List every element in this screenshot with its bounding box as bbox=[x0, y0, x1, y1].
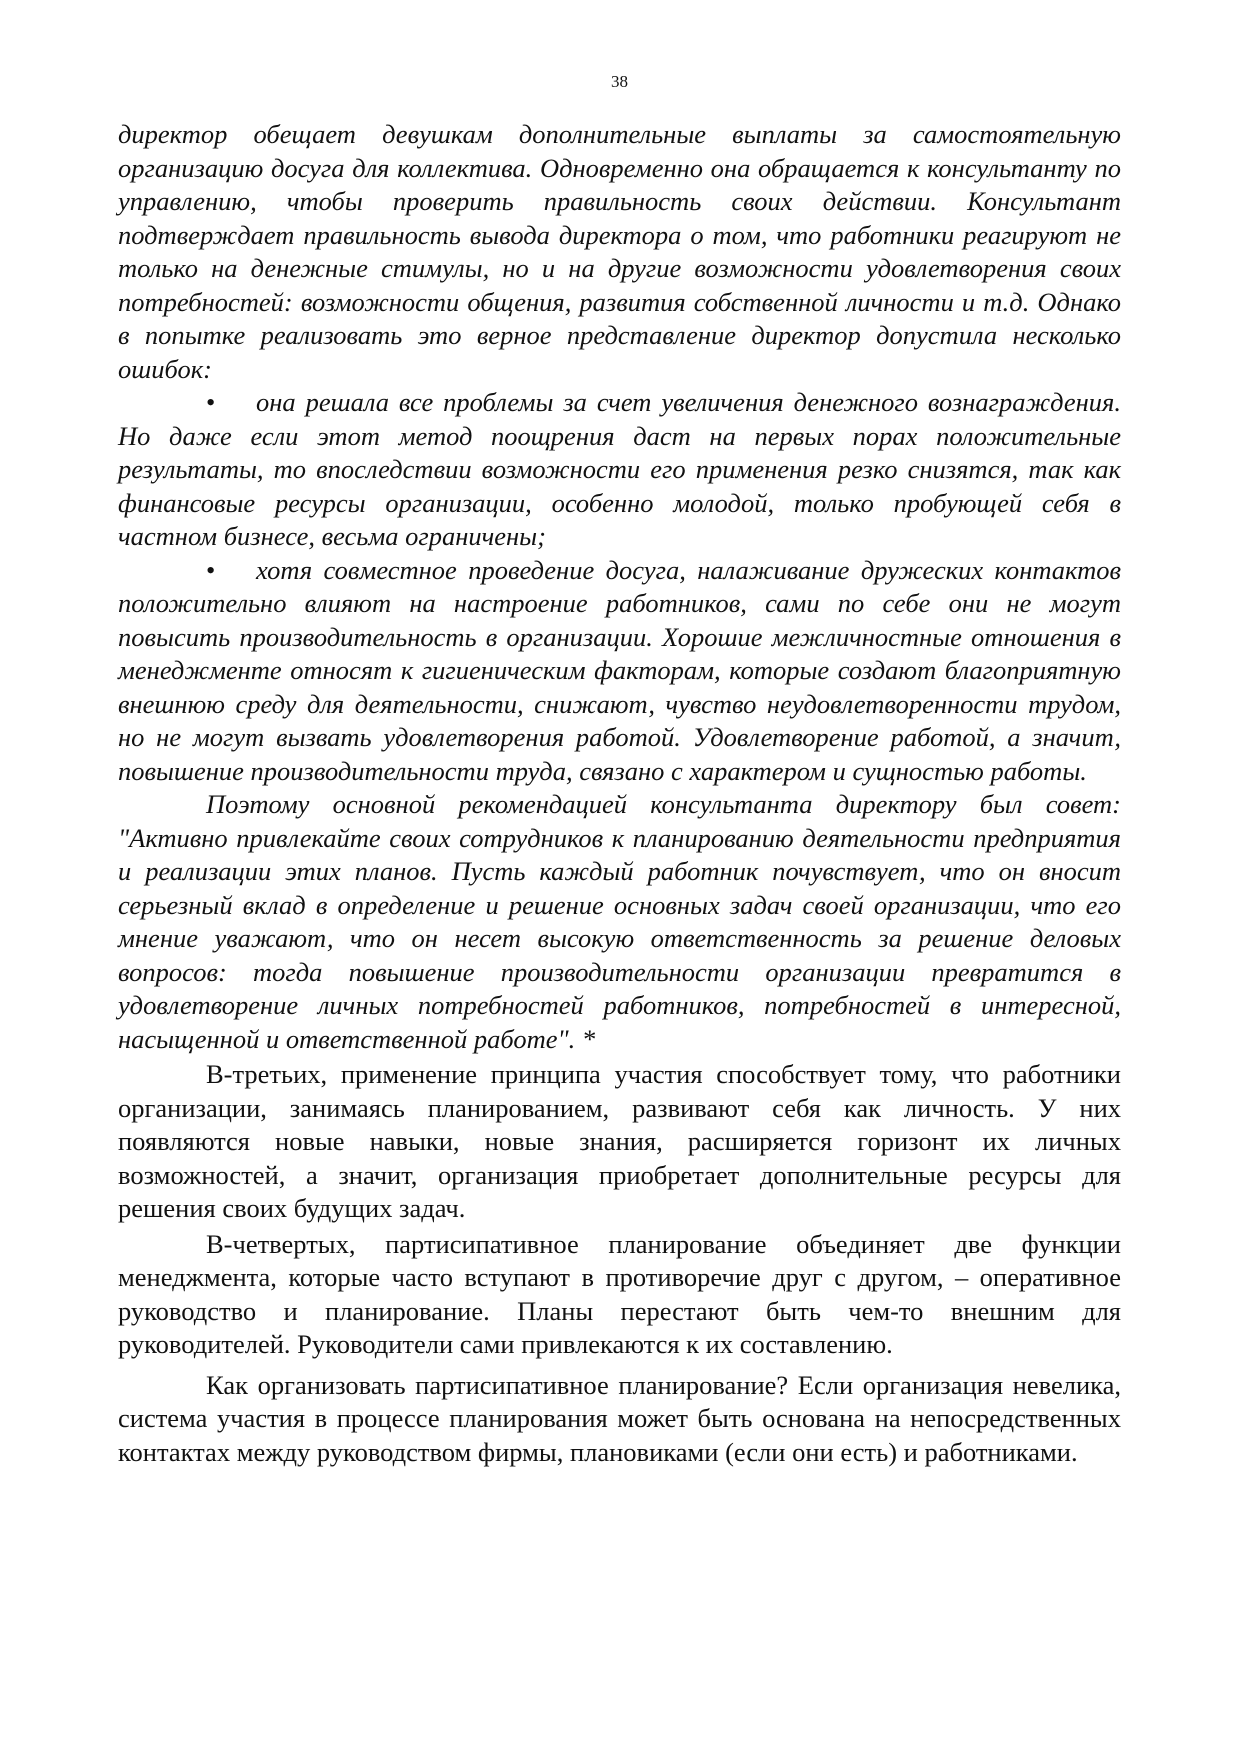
bullet-icon: • bbox=[206, 387, 216, 417]
third-paragraph: В-третьих, применение принципа участия способствует тому, что работники организации, занимаясь планированием, развивают себя как личность. У них появляются новые навыки, новые знания, расширяется горизонт их личных возможностей, а значит, организация приобретает дополнительные ресурсы для решения своих будущих задач. bbox=[118, 1059, 1121, 1223]
case-paragraph: директор обещает девушкам дополнительные выплаты за самостоятельную организацию досуга для коллектива. Одновременно она обращается к консультанту по управлению, чтобы проверить правильность своих действии. Консультант подтверждает правильность вывода директора о том, что работники реагируют не только на денежные стимулы, но и на другие возможности удовлетворения своих потребностей: возможности общения, развития собственной личности и т.д. Однако в попытке реализовать это верное представление директор допустила несколько ошибок: bbox=[118, 119, 1121, 384]
bullet-text-2: хотя совместное проведение досуга, налаживание дружеских контактов положительно влияют на настроение работников, сами по себе они не могут повысить производительность в организации. Хорошие межличностные отношения в менеджменте относят к гигиеническим факторам, которые создают благоприятную внешнюю среду для деятельности, снижают, чувство неудовлетворенности трудом, но не могут вызвать удовлетворения работой. Удовлетворение работой, а значит, повышение производительности труда, связано с характером и сущностью работы. bbox=[118, 554, 1121, 786]
bullet-icon: • bbox=[206, 554, 216, 585]
how-to-paragraph: Как организовать партисипативное планирование? Если организация невелика, система участия в процессе планирования может быть основана на непосредственных контактах между руководством фирмы, плановиками (если они есть) и работниками. bbox=[118, 1369, 1121, 1467]
page-body bbox=[118, 118, 1121, 1469]
recommendation-paragraph: Поэтому основной рекомендацией консультанта директору был совет: "Активно привлекайте своих сотрудников к планированию деятельности предприятия и реализации этих планов. Пусть каждый работник почувствует, что он вносит серьезный вклад в определение и решение основных задач своей организации, что его мнение уважают, что он несет высокую ответственность за решение деловых вопросов: тогда повышение производительности организации превратится в удовлетворение личных потребностей работников, потребностей в интересной, насыщенной и ответственной работе". * bbox=[118, 789, 1121, 1054]
fourth-paragraph: В-четвертых, партисипативное планирование объединяет две функции менеджмента, которые часто вступают в противоречие друг с другом, – оперативное руководство и планирование. Планы перестают быть чем-то внешним для руководителей. Руководители сами привлекаются к их составлению. bbox=[118, 1228, 1121, 1359]
bullet-item-1 bbox=[118, 386, 1121, 554]
bullet-item-2 bbox=[118, 554, 1121, 789]
bullet-text-1: она решала все проблемы за счет увеличения денежного вознаграждения. Но даже если этот метод поощрения даст на первых порах положительные результаты, то впоследствии возможности его применения резко снизятся, так как финансовые ресурсы организации, особенно молодой, только пробующей себя в частном бизнесе, весьма ограничены; bbox=[118, 387, 1121, 551]
page-number: 38 bbox=[611, 72, 628, 91]
